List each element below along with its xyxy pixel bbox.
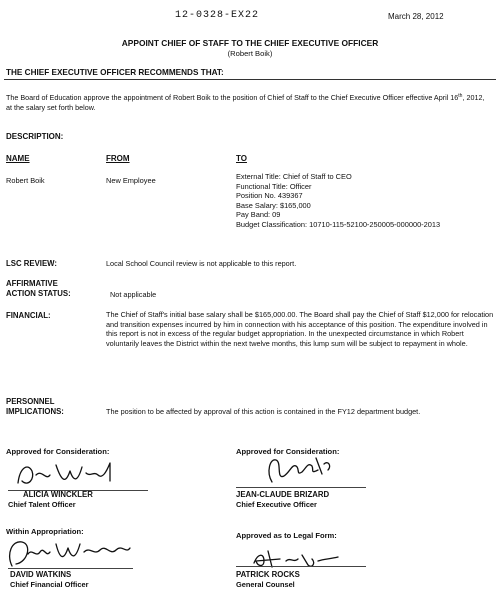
- recommendation-date-ordinal: th: [458, 93, 463, 99]
- signature-line: [236, 566, 366, 567]
- position-detail-line: Pay Band: 09: [236, 210, 281, 219]
- description-label: DESCRIPTION:: [6, 132, 64, 141]
- lsc-review-text: Local School Council review is not applicable to this report.: [106, 259, 297, 268]
- column-header-name: NAME: [6, 154, 30, 163]
- document-subtitle: (Robert Boik): [227, 49, 273, 58]
- recommendation-heading: THE CHIEF EXECUTIVE OFFICER RECOMMENDS THAT:: [6, 68, 224, 77]
- lsc-review-label: LSC REVIEW:: [6, 259, 57, 268]
- recommendation-text-part2: , 2012, at the salary set forth below.: [6, 93, 485, 112]
- position-details: [236, 172, 440, 229]
- document-title: APPOINT CHIEF OF STAFF TO THE CHIEF EXECUTIVE OFFICER: [121, 38, 379, 48]
- affirmative-action-label: [6, 279, 71, 299]
- column-header-to: TO: [236, 154, 247, 163]
- personnel-label-line1: PERSONNEL: [6, 397, 55, 406]
- position-detail-line: Functional Title: Officer: [236, 181, 312, 191]
- signature-heading: Approved as to Legal Form:: [236, 531, 337, 540]
- affirmative-label-line2: ACTION STATUS:: [6, 289, 71, 298]
- signatory-name: ALICIA WINCKLER: [23, 490, 93, 499]
- signature-heading: Within Appropriation:: [6, 527, 84, 536]
- signatory-title: Chief Executive Officer: [236, 500, 317, 509]
- document-number: 12-0328-EX22: [175, 10, 260, 21]
- employee-from: New Employee: [106, 176, 156, 185]
- document-date: March 28, 2012: [388, 12, 444, 21]
- handwritten-signature-watkins: [6, 536, 136, 570]
- signatory-name: DAVID WATKINS: [10, 570, 72, 579]
- signature-line: [8, 568, 133, 569]
- affirmative-action-text: Not applicable: [110, 290, 157, 299]
- handwritten-signature-brizard: [262, 452, 342, 488]
- financial-label: FINANCIAL:: [6, 311, 51, 320]
- position-detail-line: Budget Classification: 10710-115-52100-250005-000000-2013: [236, 219, 441, 229]
- signatory-title: General Counsel: [236, 580, 295, 589]
- signature-heading: Approved for Consideration:: [6, 447, 110, 456]
- handwritten-signature-winckler: [10, 459, 130, 491]
- signature-line: [236, 487, 366, 488]
- position-detail-line: External Title: Chief of Staff to CEO: [236, 172, 352, 181]
- employee-name: Robert Boik: [6, 176, 45, 185]
- signatory-name: JEAN-CLAUDE BRIZARD: [236, 490, 330, 499]
- personnel-label-line2: IMPLICATIONS:: [6, 407, 64, 416]
- position-detail-line: Base Salary: $165,000: [236, 200, 311, 210]
- position-detail-line: Position No. 439367: [236, 191, 303, 200]
- recommendation-text: [6, 92, 492, 112]
- personnel-implications-label: [6, 397, 64, 417]
- handwritten-signature-rocks: [250, 547, 350, 571]
- financial-text: The Chief of Staff's initial base salary shall be $165,000.00. The Board shall pay the Chief of Staff $12,000 for relocation and transition expenses incurred by him in connection with his acceptance of this position. The expenditure involved in this report is not in excess of the regular budget appropriation. In the unexpected circumstance in which Robert voluntarily leaves the District within the next twelve months, this lump sum will be subject to repayment in whole.: [106, 310, 494, 348]
- affirmative-label-line1: AFFIRMATIVE: [6, 279, 58, 288]
- recommendation-text-part1: The Board of Education approve the appointment of Robert Boik to the position of Chief of Staff to the Chief Executive Officer effective April 16: [6, 93, 459, 102]
- section-divider: [4, 79, 496, 80]
- personnel-implications-text: The position to be affected by approval of this action is contained in the FY12 department budget.: [106, 407, 421, 416]
- signatory-title: Chief Financial Officer: [10, 580, 89, 589]
- signature-heading: Approved for Consideration:: [236, 447, 340, 456]
- signatory-title: Chief Talent Officer: [8, 500, 76, 509]
- signatory-name: PATRICK ROCKS: [236, 570, 300, 579]
- column-header-from: FROM: [106, 154, 130, 163]
